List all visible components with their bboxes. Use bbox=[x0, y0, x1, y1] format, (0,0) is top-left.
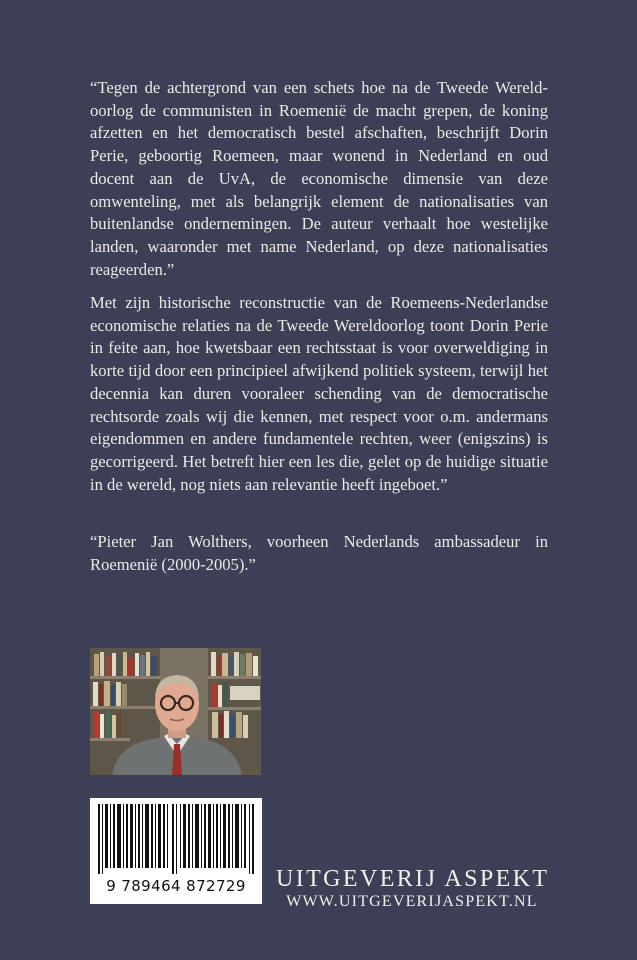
isbn-number: 9 789464 872729 bbox=[106, 877, 246, 895]
publisher-name: UITGEVERIJ ASPEKT bbox=[276, 866, 550, 892]
endorsement-quote: “Tegen de achtergrond van een schets hoe na de Tweede Wereldoorlog de communisten in Roemenië de macht grepen, de koning afzetten en het democratisch bestel afschaften, beschrijft Dorin Perie, geboortig Roemeen, maar wonend in Nederland en oud docent aan de UvA, de economische dimensie van deze omwenteling, met als belangrijk element de nationalisaties van buitenlandse ondernemingen. De auteur verhaalt hoe westelijke landen, waaronder met name Nederland, op deze nationalisaties reageerden.” bbox=[90, 78, 548, 279]
endorsement-quote-continued: Met zijn historische reconstructie van de Roemeens-Nederlandse economische relaties na de Tweede Wereldoorlog toont Dorin Perie in feite aan, hoe kwetsbaar een rechtsstaat is voor overweldiging in korte tijd door een principieel afwijkend politiek systeem, terwijl het decennia kan duren vooraleer schending van de democratische rechtsorde zoals wij die kennen, met respect voor o.m. andermans eigendommen en andere fundamentele rechten, weer (enigszins) is gecorrigeerd. Het betreft hier een les die, gelet op de huidige situatie in de wereld, nog niets aan relevantie heeft ingeboet.” bbox=[90, 293, 548, 494]
quote-attribution: “Pieter Jan Wolthers, voorheen Nederlands ambassadeur in Roemenië (2000-2005).” bbox=[90, 532, 548, 574]
barcode-bars-icon bbox=[96, 804, 256, 874]
publisher-url: WWW.UITGEVERIJASPEKT.NL bbox=[286, 893, 538, 910]
publisher-block bbox=[276, 866, 548, 912]
author-photo bbox=[90, 648, 261, 775]
isbn-barcode bbox=[90, 798, 262, 904]
